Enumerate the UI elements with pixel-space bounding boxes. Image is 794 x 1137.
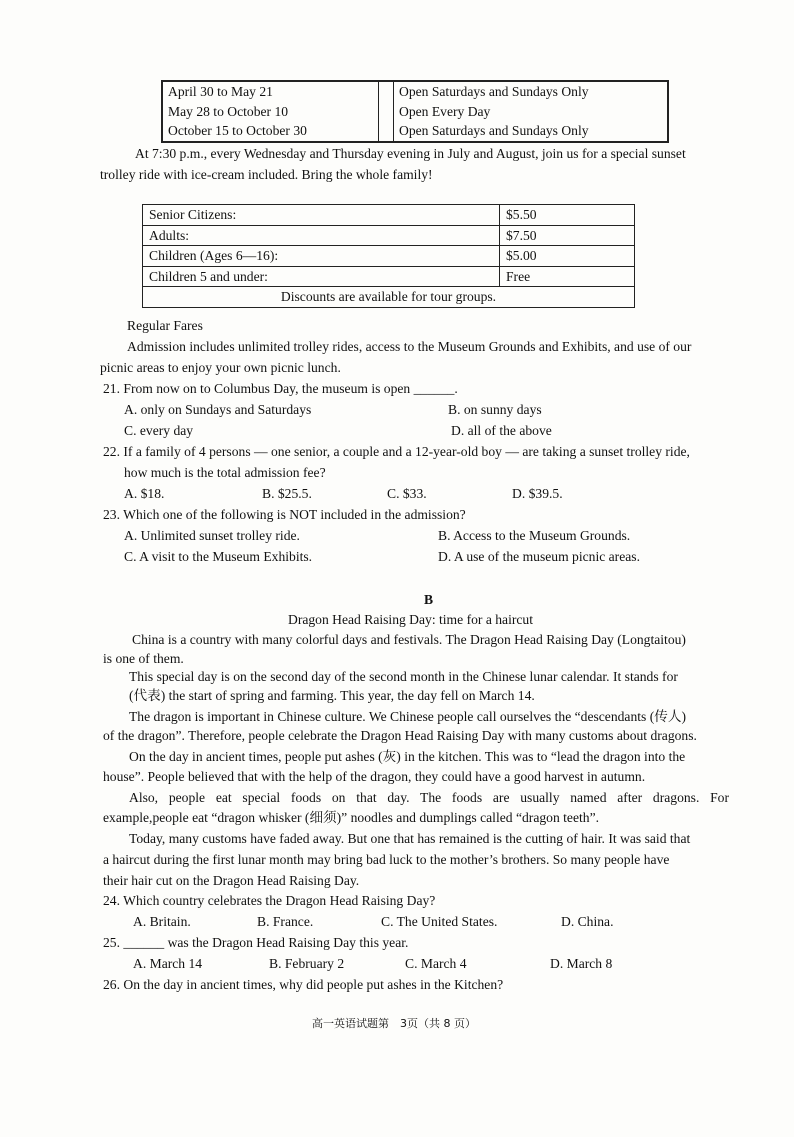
schedule-row [162,81,668,102]
para5-line1: Also, people eat special foods on that day. The foods are usually named after dragons. For [129,790,729,805]
fare-label: Senior Citizens: [143,205,500,226]
q25-option-c[interactable]: C. March 4 [405,956,467,971]
sunset-note-line1: At 7:30 p.m., every Wednesday and Thursday evening in July and August, join us for a special sunset [135,146,686,161]
question-23-stem: 23. Which one of the following is NOT included in the admission? [103,507,466,522]
q24-option-c[interactable]: C. The United States. [381,914,498,929]
fare-row [143,246,635,267]
fares-note: Discounts are available for tour groups. [143,287,635,308]
schedule-dates: April 30 to May 21 [168,84,273,99]
q22-option-c[interactable]: C. $33. [387,486,427,501]
article-title: Dragon Head Raising Day: time for a haircut [288,612,533,627]
schedule-hours: Open Every Day [399,103,491,119]
para6-line3: their hair cut on the Dragon Head Raising Day. [103,873,360,888]
schedule-hours: Open Saturdays and Sundays Only [399,84,589,99]
para3-line1: The dragon is important in Chinese culture. We Chinese people call ourselves the “descendants (传人) [129,709,686,724]
para2-line1: This special day is on the second day of the second month in the Chinese lunar calendar. It stands for [129,669,678,684]
question-25-stem: 25. ______ was the Dragon Head Raising Day this year. [103,935,409,950]
q21-option-c[interactable]: C. every day [124,423,194,438]
para3-line2: of the dragon”. Therefore, people celebrate the Dragon Head Raising Day with many customs about dragons. [103,728,697,743]
q23-option-d[interactable]: D. A use of the museum picnic areas. [438,549,640,564]
fare-row [143,205,635,226]
para5-line2: example,people eat “dragon whisker (细须)” noodles and dumplings called “dragon teeth”. [103,810,599,825]
question-21-stem: 21. From now on to Columbus Day, the museum is open ______. [103,381,458,396]
schedule-dates: May 28 to October 10 [168,103,289,119]
q22-option-d[interactable]: D. $39.5. [512,486,563,501]
fare-label: Adults: [143,225,500,246]
para4-line2: house”. People believed that with the help of the dragon, they could have a good harvest in autumn. [103,769,646,784]
para1-line2: is one of them. [103,651,184,666]
schedule-dates: October 15 to October 30 [168,123,307,138]
admission-line1: Admission includes unlimited trolley rides, access to the Museum Grounds and Exhibits, and use of our [127,339,692,354]
q24-option-a[interactable]: A. Britain. [133,914,191,929]
schedule-row [162,121,668,142]
para2-line2: (代表) the start of spring and farming. This year, the day fell on March 14. [129,688,535,703]
q22-option-a[interactable]: A. $18. [124,486,165,501]
q21-option-d[interactable]: D. all of the above [451,423,552,438]
question-22-stem-line1: 22. If a family of 4 persons — one senior, a couple and a 12-year-old boy — are taking a sunset trolley ride, [103,444,690,459]
q21-option-b[interactable]: B. on sunny days [448,402,542,417]
para4-line1: On the day in ancient times, people put ashes (灰) in the kitchen. This was to “lead the dragon into the [129,749,686,764]
q24-option-d[interactable]: D. China. [561,914,614,929]
schedule-row [162,102,668,122]
schedule-hours: Open Saturdays and Sundays Only [399,123,589,138]
regular-fares-caption: Regular Fares [127,318,203,333]
admission-line2: picnic areas to enjoy your own picnic lunch. [100,360,341,375]
q22-option-b[interactable]: B. $25.5. [262,486,312,501]
q24-option-b[interactable]: B. France. [257,914,314,929]
fare-row [143,225,635,246]
q25-option-b[interactable]: B. February 2 [269,956,345,971]
page-footer: 高一英语试题第 3页（共 8 页） [312,1017,476,1030]
fare-row [143,266,635,287]
para1-line1: China is a country with many colorful days and festivals. The Dragon Head Raising Day (Longtaitou) [132,632,686,647]
schedule-table [161,80,669,143]
question-24-stem: 24. Which country celebrates the Dragon Head Raising Day? [103,893,436,908]
fare-label: Children (Ages 6—16): [143,246,500,267]
schedule-divider [379,81,394,142]
fare-note-row [143,287,635,308]
q23-option-c[interactable]: C. A visit to the Museum Exhibits. [124,549,313,564]
fares-table [142,204,635,308]
q25-option-d[interactable]: D. March 8 [550,956,613,971]
question-26-stem: 26. On the day in ancient times, why did people put ashes in the Kitchen? [103,977,504,992]
fare-price: $5.50 [500,205,635,226]
section-heading: B [424,592,434,607]
sunset-note-line2: trolley ride with ice-cream included. Bring the whole family! [100,167,433,182]
q23-option-b[interactable]: B. Access to the Museum Grounds. [438,528,631,543]
fare-price: $5.00 [500,246,635,267]
q25-option-a[interactable]: A. March 14 [133,956,203,971]
para6-line1: Today, many customs have faded away. But one that has remained is the cutting of hair. It was said that [129,831,691,846]
question-22-stem-line2: how much is the total admission fee? [124,465,326,480]
fare-label: Children 5 and under: [143,266,500,287]
q23-option-a[interactable]: A. Unlimited sunset trolley ride. [124,528,300,543]
fare-price: $7.50 [500,225,635,246]
q21-option-a[interactable]: A. only on Sundays and Saturdays [124,402,312,417]
para6-line2: a haircut during the first lunar month may bring bad luck to the mother’s brothers. So many people have [103,852,670,867]
fare-price: Free [500,266,635,287]
